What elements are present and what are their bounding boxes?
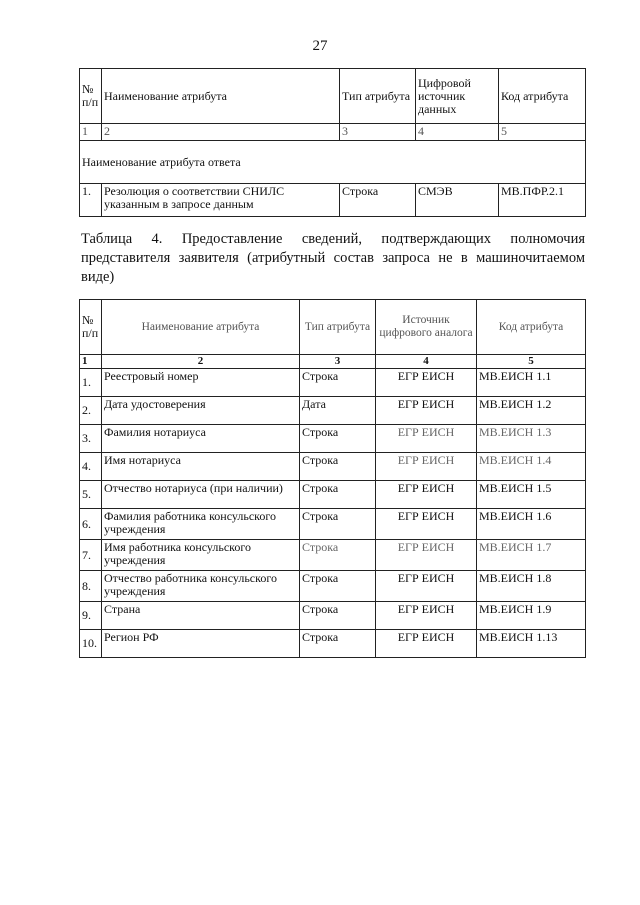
attribute-type: Строка xyxy=(300,369,376,397)
row-index: 10. xyxy=(80,630,102,658)
attribute-name: Фамилия нотариуса xyxy=(102,425,300,453)
attribute-name: Имя нотариуса xyxy=(102,453,300,481)
table-row xyxy=(80,509,586,540)
column-number: 1 xyxy=(80,124,102,141)
row-index: 1. xyxy=(80,184,102,217)
attribute-code: МВ.ЕИСН 1.5 xyxy=(477,481,586,509)
column-number: 1 xyxy=(80,355,102,369)
attribute-name: Резолюция о соответствии СНИЛС указанным в запросе данным xyxy=(102,184,340,217)
attribute-type: Дата xyxy=(300,397,376,425)
attribute-code: МВ.ПФР.2.1 xyxy=(499,184,586,217)
header-cell: Код атрибута xyxy=(499,69,586,124)
attribute-code: МВ.ЕИСН 1.4 xyxy=(477,453,586,481)
attribute-type: Строка xyxy=(300,630,376,658)
page-number: 27 xyxy=(312,38,328,54)
attribute-name: Дата удостоверения xyxy=(102,397,300,425)
table-row xyxy=(80,540,586,571)
attribute-code: МВ.ЕИСН 1.8 xyxy=(477,571,586,602)
section-title: Наименование атрибута ответа xyxy=(80,141,586,184)
section-row xyxy=(80,141,586,184)
attribute-source: ЕГР ЕИСН xyxy=(376,630,477,658)
attribute-table-2 xyxy=(79,299,586,658)
row-index: 9. xyxy=(80,602,102,630)
table-row xyxy=(80,369,586,397)
table-row xyxy=(80,425,586,453)
attribute-code: МВ.ЕИСН 1.9 xyxy=(477,602,586,630)
attribute-name: Фамилия работника консульского учреждения xyxy=(102,509,300,540)
attribute-type: Строка xyxy=(340,184,416,217)
attribute-code: МВ.ЕИСН 1.3 xyxy=(477,425,586,453)
column-number: 3 xyxy=(300,355,376,369)
attribute-code: МВ.ЕИСН 1.13 xyxy=(477,630,586,658)
header-cell: № п/п xyxy=(80,300,102,355)
row-index: 1. xyxy=(80,369,102,397)
attribute-source: ЕГР ЕИСН xyxy=(376,571,477,602)
table-row xyxy=(80,630,586,658)
attribute-type: Строка xyxy=(300,481,376,509)
row-index: 3. xyxy=(80,425,102,453)
table-header-row xyxy=(80,69,586,124)
row-index: 4. xyxy=(80,453,102,481)
table-row xyxy=(80,397,586,425)
attribute-code: МВ.ЕИСН 1.1 xyxy=(477,369,586,397)
column-number: 2 xyxy=(102,355,300,369)
column-number: 5 xyxy=(499,124,586,141)
row-index: 5. xyxy=(80,481,102,509)
header-cell: Код атрибута xyxy=(477,300,586,355)
table-row xyxy=(80,481,586,509)
header-cell: № п/п xyxy=(80,69,102,124)
attribute-type: Строка xyxy=(300,571,376,602)
attribute-source: ЕГР ЕИСН xyxy=(376,453,477,481)
attribute-source: ЕГР ЕИСН xyxy=(376,397,477,425)
attribute-name: Регион РФ xyxy=(102,630,300,658)
column-number: 2 xyxy=(102,124,340,141)
row-index: 8. xyxy=(80,571,102,602)
table-header-row xyxy=(80,300,586,355)
column-number: 4 xyxy=(416,124,499,141)
column-number-row xyxy=(80,124,586,141)
attribute-source: ЕГР ЕИСН xyxy=(376,481,477,509)
table-row xyxy=(80,602,586,630)
attribute-code: МВ.ЕИСН 1.2 xyxy=(477,397,586,425)
attribute-type: Строка xyxy=(300,425,376,453)
attribute-type: Строка xyxy=(300,602,376,630)
attribute-source: ЕГР ЕИСН xyxy=(376,509,477,540)
attribute-name: Отчество нотариуса (при наличии) xyxy=(102,481,300,509)
attribute-name: Реестровый номер xyxy=(102,369,300,397)
attribute-name: Страна xyxy=(102,602,300,630)
table-row xyxy=(80,184,586,217)
row-index: 6. xyxy=(80,509,102,540)
column-number: 3 xyxy=(340,124,416,141)
attribute-code: МВ.ЕИСН 1.7 xyxy=(477,540,586,571)
column-number-row xyxy=(80,355,586,369)
table-caption: Таблица 4. Предоставление сведений, подтверждающих полномочия представителя заявителя (атрибутный состав запроса не в машиночитаемом виде) xyxy=(81,231,585,285)
attribute-source: ЕГР ЕИСН xyxy=(376,540,477,571)
row-index: 2. xyxy=(80,397,102,425)
attribute-code: МВ.ЕИСН 1.6 xyxy=(477,509,586,540)
attribute-table-1 xyxy=(79,68,586,217)
attribute-type: Строка xyxy=(300,540,376,571)
column-number: 5 xyxy=(477,355,586,369)
table-row xyxy=(80,571,586,602)
header-cell: Наименование атрибута xyxy=(102,300,300,355)
header-cell: Тип атрибута xyxy=(340,69,416,124)
header-cell: Цифровой источник данных xyxy=(416,69,499,124)
row-index: 7. xyxy=(80,540,102,571)
attribute-source: СМЭВ xyxy=(416,184,499,217)
attribute-name: Имя работника консульского учреждения xyxy=(102,540,300,571)
table-row xyxy=(80,453,586,481)
attribute-source: ЕГР ЕИСН xyxy=(376,425,477,453)
header-cell: Источник цифрового аналога xyxy=(376,300,477,355)
attribute-type: Строка xyxy=(300,509,376,540)
header-cell: Тип атрибута xyxy=(300,300,376,355)
attribute-source: ЕГР ЕИСН xyxy=(376,602,477,630)
column-number: 4 xyxy=(376,355,477,369)
header-cell: Наименование атрибута xyxy=(102,69,340,124)
attribute-source: ЕГР ЕИСН xyxy=(376,369,477,397)
attribute-name: Отчество работника консульского учреждения xyxy=(102,571,300,602)
attribute-type: Строка xyxy=(300,453,376,481)
